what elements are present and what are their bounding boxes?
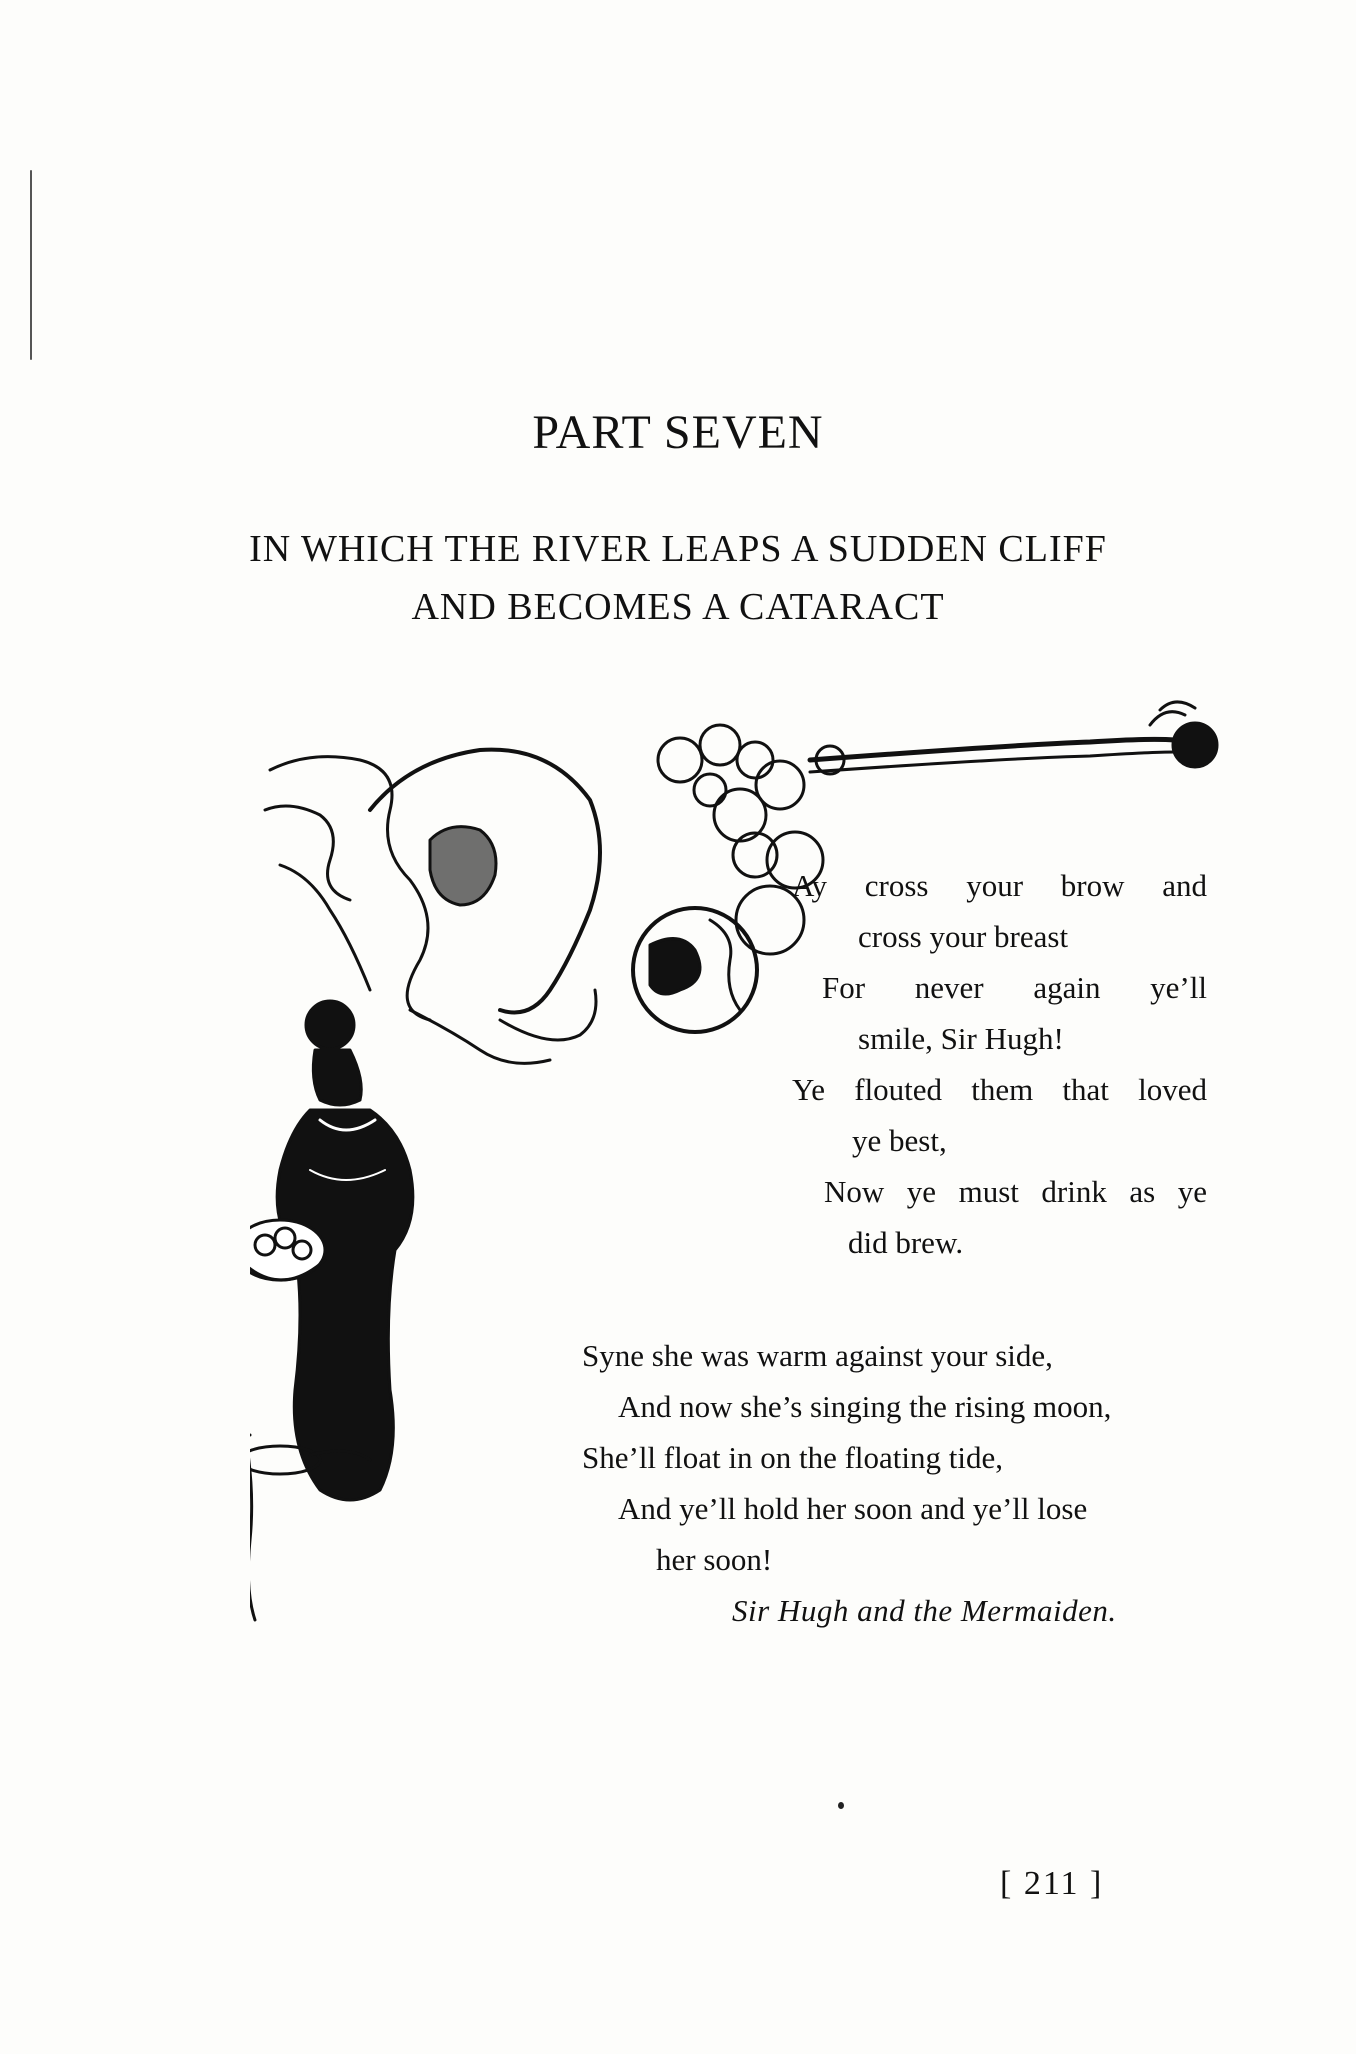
chapter-title-line-2: AND BECOMES A CATARACT: [411, 586, 945, 628]
paper-speck: [30, 170, 32, 360]
chapter-title-line-1: IN WHICH THE RIVER LEAPS A SUDDEN CLIFF: [249, 528, 1107, 570]
verse-line: Ay cross your brow and: [792, 868, 1207, 903]
paper-speck: [838, 1802, 844, 1809]
verse-line: did brew.: [848, 1225, 964, 1260]
poem-stanza-1: [792, 860, 1207, 1268]
verse-line: ye best,: [852, 1123, 947, 1158]
part-title: PART SEVEN: [532, 406, 824, 459]
chapter-title: [0, 520, 1356, 636]
verse-line: And ye’ll hold her soon and ye’ll lose: [618, 1491, 1088, 1526]
verse-line: smile, Sir Hugh!: [858, 1021, 1064, 1056]
verse-line: her soon!: [656, 1542, 773, 1577]
poem-attribution: Sir Hugh and the Mermaiden.: [732, 1593, 1117, 1628]
verse-line: For never again ye’ll: [822, 970, 1207, 1005]
verse-line: And now she’s singing the rising moon,: [618, 1389, 1112, 1424]
poem-stanza-2: [582, 1330, 1212, 1636]
verse-line: Ye flouted them that loved: [792, 1072, 1207, 1107]
page-number: [ 211 ]: [1000, 1865, 1104, 1902]
verse-line: She’ll float in on the floating tide,: [582, 1440, 1003, 1475]
verse-line: cross your breast: [858, 919, 1069, 954]
verse-line: Syne she was warm against your side,: [582, 1338, 1053, 1373]
verse-line: Now ye must drink as ye: [824, 1174, 1207, 1209]
